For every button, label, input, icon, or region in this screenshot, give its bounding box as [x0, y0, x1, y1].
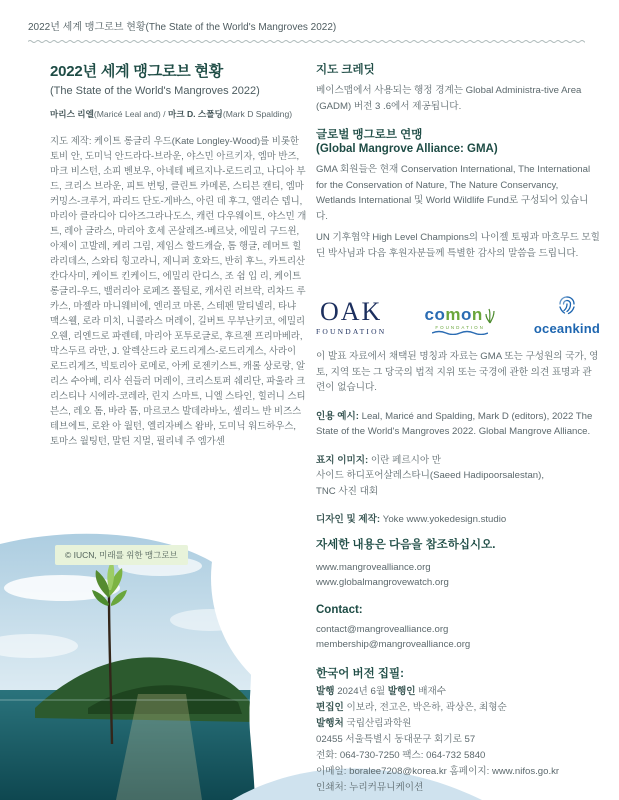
- comon-wave-icon: [432, 330, 488, 335]
- right-column: [316, 60, 600, 796]
- contact-heading: Contact:: [316, 603, 363, 616]
- design-label: 디자인 및 제작:: [316, 514, 381, 525]
- comon-wordmark: [424, 306, 495, 324]
- publish-value: 2024년 6월: [334, 685, 388, 697]
- cover-line1: 이란 페르시아 만: [368, 454, 442, 466]
- content-columns: [50, 60, 600, 796]
- publish-label: 발행: [316, 685, 335, 697]
- publish-row: [316, 684, 600, 700]
- map-makers-credits: 지도 제작: 케이트 롱글리 우드(Kate Longley-Wood)를 비롯한 토비 안, 도미닉 안드라다-브라운, 야스민 아르키자, 엠마 반즈, 마크 비스턴, 소피 벤보우, 아네테 베르지나-로드리고, 나디아 부드, 크리스 브라운, 피트 번팅, 클린트 카메론, 스티븐 캔티, 엠마 커밍스-크루거, 파리드 단도-게바스, 아린 데 후그, 앨리슨 뎁니, 마리아 클라디아 디아즈그라나도스, 캐런 다우웨이트, 야스민 개트, 레아 글라스, 마리아 호세 곤살레즈-베르낫, 에밀리 구드윈, 아제이 고발레, 케리 그림, 제임스 할드캐슬, 톰 행글, 레머트 힐라리데스, 스와티 힝고라니, 제니퍼 호와드, 반히 후느, 카트리산 칸다사미, 케이트 킨케이드, 에밀리 란디스, 조 쉼 입 리, 케이트 롱글리-우드, 밸러리아 로페즈 폴틸로, 캐서린 러브락, 리차드 루카스, 마젤라 마니웨비에, 엔리코 마론, 스테펜 말티넬리, 타냐 맥스웰, 로라 미치, 니콜라스 머레이, 길버트 무부난키코, 에밀리 오웬, 리엔드로 파렌테, 마리아 포투로글로, 후르젠 프리마베라, 막스두르 라만, J. 알렉산드라 로드리게스-로드리게스, 사라이 로드리게즈, 빅토리아 로메로, 아케 로젠키스트, 캐롤 상로랑, 알리스 수아베, 리사 쉰들러 머레이, 크리스토퍼 쉐리단, 파울라 크리스티나 시에라-코레라, 린지 스마트, 니엘 스타인, 힐러니 스티븐스, 레오 톰, 바라 톰, 마르코스 발데라바노, 셀리느 반 비즈스테브에트, 로완 아 월턴, 엘리자베스 왐바, 도미닉 워드하우스, 토마스 월팅턴, 말틴 지멀, 필리네 주 엠가센: [50, 135, 307, 446]
- comon-foundation-logo: [424, 306, 495, 336]
- comon-foundation-label: FOUNDATION: [435, 324, 485, 330]
- comon-letter: m: [445, 304, 461, 324]
- citation-text: Leal, Maricé and Spalding, Mark D (editors), 2022 The State of the World's Mangroves 2022. Global Mangrove Alliance.: [316, 410, 593, 437]
- publisher-label: 발행인: [387, 685, 416, 697]
- funder-logos: [316, 277, 600, 335]
- cover-line2: 사이드 하디포어살레스타니(Saeed Hadipoorsalestan),: [316, 470, 545, 481]
- org-value: 국립산림과학원: [343, 717, 412, 729]
- editors-label: 편집인: [316, 701, 344, 713]
- link-mangrovealliance[interactable]: www.mangrovealliance.org: [316, 561, 431, 573]
- cover-label: 표지 이미지:: [316, 454, 369, 466]
- gma-heading-line1: 글로벌 맹그로브 연맹: [316, 129, 423, 141]
- disclaimer-text: 이 발표 자료에서 채택된 명칭과 자료는 GMA 또는 구성원의 국가, 영토, 지역 또는 그 당국의 법적 지위 또는 국경에 관한 의견 표명과 관련이 없습니다.: [316, 351, 599, 393]
- citation: [316, 409, 600, 440]
- gma-heading-line2: (Global Mangrove Alliance: GMA): [316, 143, 498, 155]
- more-info-heading: 자세한 내용은 다음을 참조하십시오.: [316, 538, 496, 551]
- comon-letter: o: [434, 304, 446, 324]
- seaweed-icon: [484, 306, 496, 324]
- phone-row: 전화: 064-730-7250 팩스: 064-732 5840: [316, 749, 486, 761]
- oceankind-wordmark: oceankind: [533, 321, 600, 336]
- contact-email[interactable]: contact@mangrovealliance.org: [316, 623, 449, 635]
- gma-heading: [316, 128, 600, 156]
- design-credit: [316, 512, 600, 528]
- oak-wordmark: OAK: [320, 296, 383, 326]
- left-column: [50, 60, 307, 796]
- authors-separator: /: [160, 109, 168, 119]
- oak-foundation-label: FOUNDATION: [316, 326, 387, 336]
- org-label: 발행처: [316, 717, 344, 729]
- gma-thanks: UN 기후협약 High Level Champions의 나이젤 토핑과 마흐무드 모힐딘 박사님과 다음 후원자분들께 특별한 감사의 말씀을 드립니다.: [316, 232, 600, 259]
- fingerprint-icon: [552, 289, 582, 319]
- oceankind-logo: [534, 289, 600, 335]
- email-row: 이메일: boralee7208@korea.kr 홈페이지: www.nifos.go.kr: [316, 765, 560, 777]
- map-credit-body: 베이스맵에서 사용되는 행정 경계는 Global Administra-tive Area (GADM) 버전 3 .6에서 제공됩니다.: [316, 85, 582, 112]
- org-row: [316, 716, 600, 732]
- address-row: 02455 서울특별시 동대문구 회기로 57: [316, 733, 476, 745]
- link-globalmangrovewatch[interactable]: www.globalmangrovewatch.org: [316, 577, 449, 588]
- oak-foundation-logo: [316, 296, 387, 336]
- publisher-value: 배재수: [415, 685, 447, 697]
- running-header: 2022년 세계 맹그로브 현황(The State of the World's Mangroves 2022): [28, 22, 337, 33]
- cover-image-credit: [316, 453, 600, 500]
- map-credit-heading: 지도 크레딧: [316, 64, 375, 76]
- page-title: 2022년 세계 맹그로브 현황: [50, 63, 224, 80]
- comon-letter: o: [460, 304, 472, 324]
- author-name: 마리스 리엘: [50, 109, 94, 119]
- citation-label: 인용 예시:: [316, 410, 359, 422]
- printer-row: 인쇄처: 누리커뮤니케이션: [316, 781, 424, 793]
- photo-credit-caption: © IUCN, 미래를 위한 맹그로브: [55, 545, 188, 565]
- cover-line3: TNC 사진 대회: [316, 485, 379, 497]
- authors-line: [50, 108, 307, 120]
- gma-body: GMA 회원들은 현재 Conservation International, The International for the Conservation of Nature, The Nature Conservancy, Wetlands International 및 World Wildlife Fund로 구성되어 있습니다.: [316, 164, 591, 222]
- author-paren: (Maricé Leal and): [93, 109, 161, 119]
- design-text: Yoke www.yokedesign.studio: [380, 514, 507, 525]
- comon-letter: c: [424, 304, 435, 324]
- editors-row: [316, 700, 600, 716]
- korean-version-heading: 한국어 버전 집필:: [316, 667, 404, 680]
- comon-letter: n: [471, 304, 483, 324]
- editors-value: 이보라, 전고은, 박은하, 곽상은, 최형순: [343, 701, 507, 713]
- page-subtitle: (The State of the World's Mangroves 2022): [50, 85, 260, 97]
- author-name: 마크 D. 스폴딩: [167, 109, 223, 119]
- author-paren: (Mark D Spalding): [222, 109, 293, 119]
- membership-email[interactable]: membership@mangrovealliance.org: [316, 639, 471, 650]
